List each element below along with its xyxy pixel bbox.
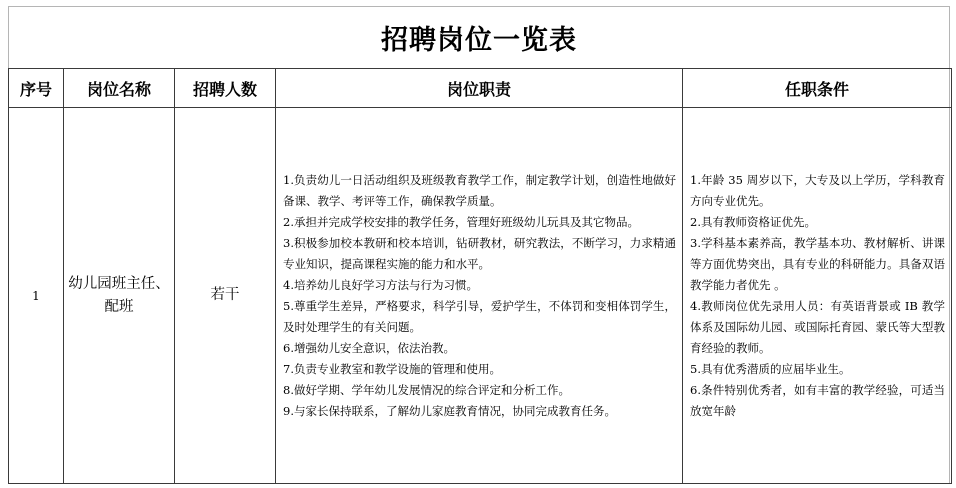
requirement-item: 4.教师岗位优先录用人员：有英语背景或 IB 教学体系及国际幼儿园、或国际托育园、蒙氏等大型教育经验的教师。 [690,298,945,355]
duty-item: 6.增强幼儿安全意识，依法治教。 [283,340,455,355]
requirement-item: 1.年龄 35 周岁以下，大专及以上学历，学科教育方向专业优先。 [690,172,945,208]
duty-item: 4.培养幼儿良好学习方法与行为习惯。 [283,277,478,292]
header-count: 招聘人数 [175,69,276,108]
duty-item: 9.与家长保持联系，了解幼儿家庭教育情况，协同完成教育任务。 [283,403,616,418]
requirement-item: 6.条件特别优秀者，如有丰富的教学经验，可适当放宽年龄 [690,382,945,418]
header-position: 岗位名称 [64,69,175,108]
duty-item: 1.负责幼儿一日活动组织及班级教育教学工作，制定教学计划，创造性地做好备课、教学、考评等工作，确保教学质量。 [283,172,676,208]
row-seq: 1 [9,108,64,484]
row-position: 幼儿园班主任、配班 [64,108,175,484]
header-requirements: 任职条件 [683,69,952,108]
row-requirements [683,108,952,484]
header-seq: 序号 [9,69,64,108]
requirement-item: 2.具有教师资格证优先。 [690,214,816,229]
recruitment-sheet [8,6,950,484]
duty-item: 5.尊重学生差异，严格要求，科学引导，爱护学生，不体罚和变相体罚学生，及时处理学生的有关问题。 [283,298,676,334]
page-title: 招聘岗位一览表 [381,25,577,56]
requirement-item: 5.具有优秀潜质的应届毕业生。 [690,361,851,376]
row-count: 若干 [175,108,276,484]
duty-item: 3.积极参加校本教研和校本培训，钻研教材，研究教法，不断学习，力求精通专业知识，提高课程实施的能力和水平。 [283,235,676,271]
table-row [9,108,952,484]
positions-table [8,68,952,484]
table-header-row [9,69,952,108]
duty-item: 2.承担并完成学校安排的教学任务，管理好班级幼儿玩具及其它物品。 [283,214,639,229]
duties-list [276,170,682,422]
requirements-list [683,170,951,422]
duty-item: 8.做好学期、学年幼儿发展情况的综合评定和分析工作。 [283,382,570,397]
requirement-item: 3.学科基本素养高，教学基本功、教材解析、讲课等方面优势突出，具有专业的科研能力。具备双语教学能力者优先 。 [690,235,945,292]
header-duties: 岗位职责 [276,69,683,108]
duty-item: 7.负责专业教室和教学设施的管理和使用。 [283,361,501,376]
row-duties [276,108,683,484]
